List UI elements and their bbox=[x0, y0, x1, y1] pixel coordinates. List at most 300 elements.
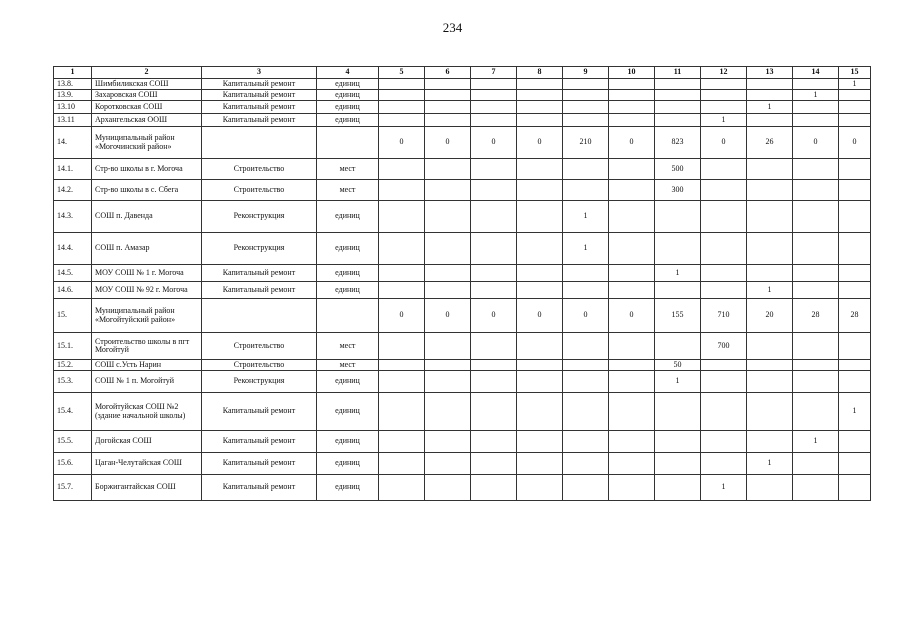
table-cell: Капитальный ремонт bbox=[202, 101, 317, 114]
header-row bbox=[54, 67, 871, 79]
table-cell: Капитальный ремонт bbox=[202, 282, 317, 299]
table-row bbox=[54, 360, 871, 371]
table-cell bbox=[425, 79, 471, 90]
table-cell: 700 bbox=[701, 333, 747, 360]
table-cell: 1 bbox=[747, 282, 793, 299]
table-body bbox=[54, 79, 871, 501]
table-cell bbox=[793, 114, 839, 127]
table-row bbox=[54, 431, 871, 453]
table-cell: 0 bbox=[517, 299, 563, 333]
table-cell bbox=[747, 475, 793, 501]
table-cell bbox=[379, 101, 425, 114]
row-number-cell: 13.10 bbox=[54, 101, 92, 114]
table-cell bbox=[425, 265, 471, 282]
table-cell: 0 bbox=[379, 127, 425, 159]
table-cell bbox=[471, 79, 517, 90]
table-cell: 0 bbox=[701, 127, 747, 159]
table-cell bbox=[563, 453, 609, 475]
table-row bbox=[54, 453, 871, 475]
table-cell: 823 bbox=[655, 127, 701, 159]
table-cell bbox=[747, 233, 793, 265]
table-cell bbox=[517, 90, 563, 101]
table-cell bbox=[839, 233, 871, 265]
table-cell: единиц bbox=[317, 431, 379, 453]
table-cell: 1 bbox=[793, 431, 839, 453]
object-name-cell: Коротковская СОШ bbox=[92, 101, 202, 114]
object-name-cell: МОУ СОШ № 1 г. Могоча bbox=[92, 265, 202, 282]
table-cell bbox=[425, 114, 471, 127]
table-cell bbox=[425, 371, 471, 393]
table-cell bbox=[517, 79, 563, 90]
table-cell bbox=[563, 333, 609, 360]
table-cell bbox=[701, 431, 747, 453]
table-cell bbox=[839, 90, 871, 101]
table-row bbox=[54, 299, 871, 333]
row-number-cell: 13.11 bbox=[54, 114, 92, 127]
table-cell bbox=[379, 360, 425, 371]
table-cell bbox=[793, 393, 839, 431]
table-cell: 26 bbox=[747, 127, 793, 159]
table-cell: Капитальный ремонт bbox=[202, 393, 317, 431]
row-number-cell: 15.1. bbox=[54, 333, 92, 360]
table-cell: Строительство bbox=[202, 159, 317, 180]
table-cell: единиц bbox=[317, 101, 379, 114]
table-cell bbox=[701, 282, 747, 299]
row-number-cell: 14.4. bbox=[54, 233, 92, 265]
table-cell: Капитальный ремонт bbox=[202, 453, 317, 475]
table-cell bbox=[471, 90, 517, 101]
row-number-cell: 15.3. bbox=[54, 371, 92, 393]
table-cell bbox=[471, 101, 517, 114]
table-cell bbox=[701, 393, 747, 431]
table-cell bbox=[563, 393, 609, 431]
table-cell: Строительство bbox=[202, 360, 317, 371]
table-cell: 20 bbox=[747, 299, 793, 333]
table-cell bbox=[379, 233, 425, 265]
table-cell bbox=[701, 371, 747, 393]
table-cell: 210 bbox=[563, 127, 609, 159]
table-cell bbox=[655, 393, 701, 431]
table-cell: Реконструкция bbox=[202, 201, 317, 233]
row-number-cell: 15.5. bbox=[54, 431, 92, 453]
table-cell bbox=[379, 265, 425, 282]
table-cell: 0 bbox=[471, 127, 517, 159]
table-cell bbox=[609, 282, 655, 299]
table-row bbox=[54, 233, 871, 265]
table-cell bbox=[379, 453, 425, 475]
table-cell bbox=[517, 431, 563, 453]
column-header: 13 bbox=[747, 67, 793, 79]
table-cell bbox=[609, 101, 655, 114]
table-cell bbox=[839, 159, 871, 180]
table-cell bbox=[563, 371, 609, 393]
object-name-cell: Шимбиликская СОШ bbox=[92, 79, 202, 90]
table-row bbox=[54, 282, 871, 299]
table-cell: 0 bbox=[793, 127, 839, 159]
object-name-cell: СОШ п. Давенда bbox=[92, 201, 202, 233]
table-cell bbox=[379, 159, 425, 180]
table-cell bbox=[379, 282, 425, 299]
table-cell bbox=[517, 475, 563, 501]
object-name-cell: Муниципальный район «Могочинский район» bbox=[92, 127, 202, 159]
table-cell bbox=[471, 333, 517, 360]
table-cell bbox=[655, 233, 701, 265]
table-cell bbox=[793, 453, 839, 475]
column-header: 15 bbox=[839, 67, 871, 79]
table-cell: 28 bbox=[839, 299, 871, 333]
row-number-cell: 15. bbox=[54, 299, 92, 333]
table-cell bbox=[471, 159, 517, 180]
row-number-cell: 14.5. bbox=[54, 265, 92, 282]
table-cell bbox=[655, 201, 701, 233]
table-cell: мест bbox=[317, 159, 379, 180]
table-cell: Строительство bbox=[202, 180, 317, 201]
table-cell bbox=[747, 180, 793, 201]
table-cell: мест bbox=[317, 333, 379, 360]
table-cell bbox=[839, 180, 871, 201]
table-cell bbox=[609, 201, 655, 233]
table-cell bbox=[563, 90, 609, 101]
table-cell bbox=[793, 233, 839, 265]
table-cell bbox=[839, 282, 871, 299]
table-cell bbox=[839, 453, 871, 475]
table-row bbox=[54, 475, 871, 501]
table-cell: 500 bbox=[655, 159, 701, 180]
table-cell: единиц bbox=[317, 475, 379, 501]
table-cell bbox=[425, 282, 471, 299]
table-cell: единиц bbox=[317, 371, 379, 393]
table-cell bbox=[655, 90, 701, 101]
table-cell: 1 bbox=[839, 393, 871, 431]
table-cell bbox=[379, 431, 425, 453]
column-header: 11 bbox=[655, 67, 701, 79]
table-cell: 0 bbox=[425, 127, 471, 159]
table-cell bbox=[379, 114, 425, 127]
table-cell bbox=[793, 265, 839, 282]
table-row bbox=[54, 114, 871, 127]
table-cell bbox=[609, 180, 655, 201]
table-cell bbox=[839, 333, 871, 360]
table-cell bbox=[701, 101, 747, 114]
table-cell: 1 bbox=[563, 233, 609, 265]
table-cell bbox=[517, 333, 563, 360]
object-name-cell: Захаровская СОШ bbox=[92, 90, 202, 101]
table-cell bbox=[517, 371, 563, 393]
table-cell bbox=[839, 360, 871, 371]
table-cell bbox=[655, 114, 701, 127]
object-name-cell: Строительство школы в пгт Могойтуй bbox=[92, 333, 202, 360]
table-cell bbox=[317, 127, 379, 159]
table-cell: 50 bbox=[655, 360, 701, 371]
table-cell bbox=[425, 180, 471, 201]
table-row bbox=[54, 90, 871, 101]
table-cell bbox=[425, 90, 471, 101]
table-cell: 1 bbox=[701, 114, 747, 127]
table-cell bbox=[563, 360, 609, 371]
row-number-cell: 15.4. bbox=[54, 393, 92, 431]
table-cell: 0 bbox=[471, 299, 517, 333]
column-header: 10 bbox=[609, 67, 655, 79]
table-cell: 28 bbox=[793, 299, 839, 333]
table-cell: 0 bbox=[425, 299, 471, 333]
row-number-cell: 13.9. bbox=[54, 90, 92, 101]
table-cell bbox=[609, 453, 655, 475]
table-cell bbox=[747, 360, 793, 371]
table-row bbox=[54, 201, 871, 233]
column-header: 1 bbox=[54, 67, 92, 79]
table-cell bbox=[609, 475, 655, 501]
table-cell bbox=[563, 475, 609, 501]
table-cell bbox=[701, 79, 747, 90]
table-cell bbox=[471, 233, 517, 265]
table-cell bbox=[563, 282, 609, 299]
column-header: 9 bbox=[563, 67, 609, 79]
table-cell: 710 bbox=[701, 299, 747, 333]
column-header: 5 bbox=[379, 67, 425, 79]
table-cell bbox=[747, 79, 793, 90]
table-cell bbox=[517, 360, 563, 371]
table-cell bbox=[747, 333, 793, 360]
row-number-cell: 14. bbox=[54, 127, 92, 159]
table-cell bbox=[471, 201, 517, 233]
table-cell bbox=[517, 180, 563, 201]
table-cell bbox=[747, 90, 793, 101]
table-cell bbox=[793, 79, 839, 90]
column-header: 2 bbox=[92, 67, 202, 79]
table-cell bbox=[793, 333, 839, 360]
table-cell bbox=[425, 159, 471, 180]
table-cell bbox=[839, 371, 871, 393]
row-number-cell: 14.6. bbox=[54, 282, 92, 299]
table-row bbox=[54, 127, 871, 159]
table-cell bbox=[839, 431, 871, 453]
table-cell bbox=[471, 393, 517, 431]
table-cell bbox=[517, 201, 563, 233]
table-cell bbox=[517, 282, 563, 299]
table-cell: 1 bbox=[563, 201, 609, 233]
table-cell bbox=[563, 114, 609, 127]
table-cell bbox=[839, 475, 871, 501]
table-cell bbox=[609, 431, 655, 453]
table-cell: 0 bbox=[839, 127, 871, 159]
object-name-cell: Боржигантайская СОШ bbox=[92, 475, 202, 501]
table-cell bbox=[839, 114, 871, 127]
table-cell bbox=[471, 265, 517, 282]
table-cell: единиц bbox=[317, 393, 379, 431]
table-row bbox=[54, 333, 871, 360]
table-cell: мест bbox=[317, 360, 379, 371]
table-cell bbox=[379, 90, 425, 101]
table-cell bbox=[517, 233, 563, 265]
table-cell bbox=[701, 453, 747, 475]
table-cell bbox=[425, 360, 471, 371]
object-name-cell: СОШ № 1 п. Могойтуй bbox=[92, 371, 202, 393]
table-cell bbox=[471, 360, 517, 371]
table-cell bbox=[793, 101, 839, 114]
table-cell bbox=[609, 265, 655, 282]
table-cell: 0 bbox=[609, 127, 655, 159]
table-cell bbox=[517, 393, 563, 431]
table-cell bbox=[793, 159, 839, 180]
table-cell bbox=[793, 371, 839, 393]
table-cell: единиц bbox=[317, 114, 379, 127]
table-cell bbox=[471, 114, 517, 127]
table-cell bbox=[563, 101, 609, 114]
table-cell: единиц bbox=[317, 233, 379, 265]
table-cell bbox=[517, 101, 563, 114]
table-cell bbox=[655, 431, 701, 453]
column-header: 4 bbox=[317, 67, 379, 79]
table-cell bbox=[793, 282, 839, 299]
object-name-cell: Стр-во школы в с. Сбега bbox=[92, 180, 202, 201]
table-cell bbox=[471, 371, 517, 393]
table-cell: 0 bbox=[379, 299, 425, 333]
table-cell bbox=[609, 393, 655, 431]
table-row bbox=[54, 371, 871, 393]
object-name-cell: МОУ СОШ № 92 г. Могоча bbox=[92, 282, 202, 299]
table-cell: 0 bbox=[609, 299, 655, 333]
column-header: 8 bbox=[517, 67, 563, 79]
table-cell bbox=[379, 79, 425, 90]
object-name-cell: Архангельская ООШ bbox=[92, 114, 202, 127]
table-cell bbox=[747, 114, 793, 127]
table-cell bbox=[471, 180, 517, 201]
table-cell bbox=[517, 265, 563, 282]
table-cell bbox=[747, 159, 793, 180]
table-cell bbox=[701, 159, 747, 180]
table-cell: единиц bbox=[317, 79, 379, 90]
table-cell bbox=[793, 475, 839, 501]
table-cell bbox=[471, 431, 517, 453]
table-cell: 1 bbox=[701, 475, 747, 501]
table-cell bbox=[655, 475, 701, 501]
table-cell bbox=[701, 233, 747, 265]
table-cell bbox=[747, 393, 793, 431]
table-cell bbox=[839, 201, 871, 233]
page-number: 234 bbox=[442, 20, 463, 35]
table-cell bbox=[701, 180, 747, 201]
table-cell: Реконструкция bbox=[202, 371, 317, 393]
table-cell bbox=[655, 282, 701, 299]
table-cell: 0 bbox=[563, 299, 609, 333]
table-cell bbox=[425, 333, 471, 360]
table-cell bbox=[747, 371, 793, 393]
table-cell bbox=[747, 431, 793, 453]
table-cell bbox=[563, 431, 609, 453]
table-cell bbox=[379, 201, 425, 233]
object-name-cell: Могойтуйская СОШ №2 (здание начальной школы) bbox=[92, 393, 202, 431]
column-header: 3 bbox=[202, 67, 317, 79]
table-row bbox=[54, 393, 871, 431]
table-cell bbox=[701, 265, 747, 282]
table-cell bbox=[609, 333, 655, 360]
row-number-cell: 14.1. bbox=[54, 159, 92, 180]
table-cell bbox=[471, 475, 517, 501]
table-cell bbox=[747, 201, 793, 233]
table-cell bbox=[563, 180, 609, 201]
object-name-cell: Цаган-Челутайская СОШ bbox=[92, 453, 202, 475]
table-cell bbox=[379, 371, 425, 393]
table-cell: Капитальный ремонт bbox=[202, 475, 317, 501]
table-cell: 300 bbox=[655, 180, 701, 201]
table-cell bbox=[517, 114, 563, 127]
column-header: 14 bbox=[793, 67, 839, 79]
table-cell bbox=[379, 333, 425, 360]
table-cell bbox=[517, 159, 563, 180]
table-cell bbox=[839, 101, 871, 114]
row-number-cell: 13.8. bbox=[54, 79, 92, 90]
table-cell bbox=[425, 101, 471, 114]
object-name-cell: Догойская СОШ bbox=[92, 431, 202, 453]
table-cell bbox=[471, 453, 517, 475]
table-cell: мест bbox=[317, 180, 379, 201]
table-cell bbox=[793, 201, 839, 233]
table-row bbox=[54, 101, 871, 114]
table-cell: 1 bbox=[655, 265, 701, 282]
row-number-cell: 14.3. bbox=[54, 201, 92, 233]
table-cell bbox=[655, 453, 701, 475]
table-cell: Реконструкция bbox=[202, 233, 317, 265]
table-cell bbox=[793, 180, 839, 201]
table-cell bbox=[425, 453, 471, 475]
table-cell bbox=[202, 127, 317, 159]
table-cell bbox=[517, 453, 563, 475]
table-cell bbox=[609, 371, 655, 393]
table-cell bbox=[609, 90, 655, 101]
row-number-cell: 14.2. bbox=[54, 180, 92, 201]
table-cell: Капитальный ремонт bbox=[202, 114, 317, 127]
table-cell bbox=[202, 299, 317, 333]
table-cell bbox=[609, 159, 655, 180]
row-number-cell: 15.2. bbox=[54, 360, 92, 371]
table-cell bbox=[793, 360, 839, 371]
table-cell: Капитальный ремонт bbox=[202, 431, 317, 453]
table-cell bbox=[379, 475, 425, 501]
object-name-cell: Муниципальный район «Могойтуйский район» bbox=[92, 299, 202, 333]
table-cell bbox=[701, 360, 747, 371]
table-cell bbox=[609, 360, 655, 371]
table-row bbox=[54, 79, 871, 90]
table-cell bbox=[425, 201, 471, 233]
table-cell bbox=[747, 265, 793, 282]
table-cell bbox=[701, 90, 747, 101]
column-header: 7 bbox=[471, 67, 517, 79]
table-cell: 1 bbox=[655, 371, 701, 393]
table-cell bbox=[609, 233, 655, 265]
table-cell bbox=[655, 79, 701, 90]
table-cell bbox=[563, 159, 609, 180]
object-name-cell: СОШ с.Усть Нарин bbox=[92, 360, 202, 371]
row-number-cell: 15.7. bbox=[54, 475, 92, 501]
table-cell bbox=[839, 265, 871, 282]
table-cell bbox=[655, 333, 701, 360]
table-cell: Капитальный ремонт bbox=[202, 79, 317, 90]
table-cell bbox=[563, 265, 609, 282]
data-table bbox=[53, 66, 871, 501]
table-cell bbox=[317, 299, 379, 333]
table-cell: 1 bbox=[747, 453, 793, 475]
table-cell bbox=[471, 282, 517, 299]
table-cell bbox=[425, 233, 471, 265]
table-cell: единиц bbox=[317, 201, 379, 233]
table-cell bbox=[425, 431, 471, 453]
table-cell: 0 bbox=[517, 127, 563, 159]
table-cell: Капитальный ремонт bbox=[202, 265, 317, 282]
table-cell: 1 bbox=[793, 90, 839, 101]
table-row bbox=[54, 265, 871, 282]
table-cell bbox=[379, 393, 425, 431]
table-cell: Капитальный ремонт bbox=[202, 90, 317, 101]
